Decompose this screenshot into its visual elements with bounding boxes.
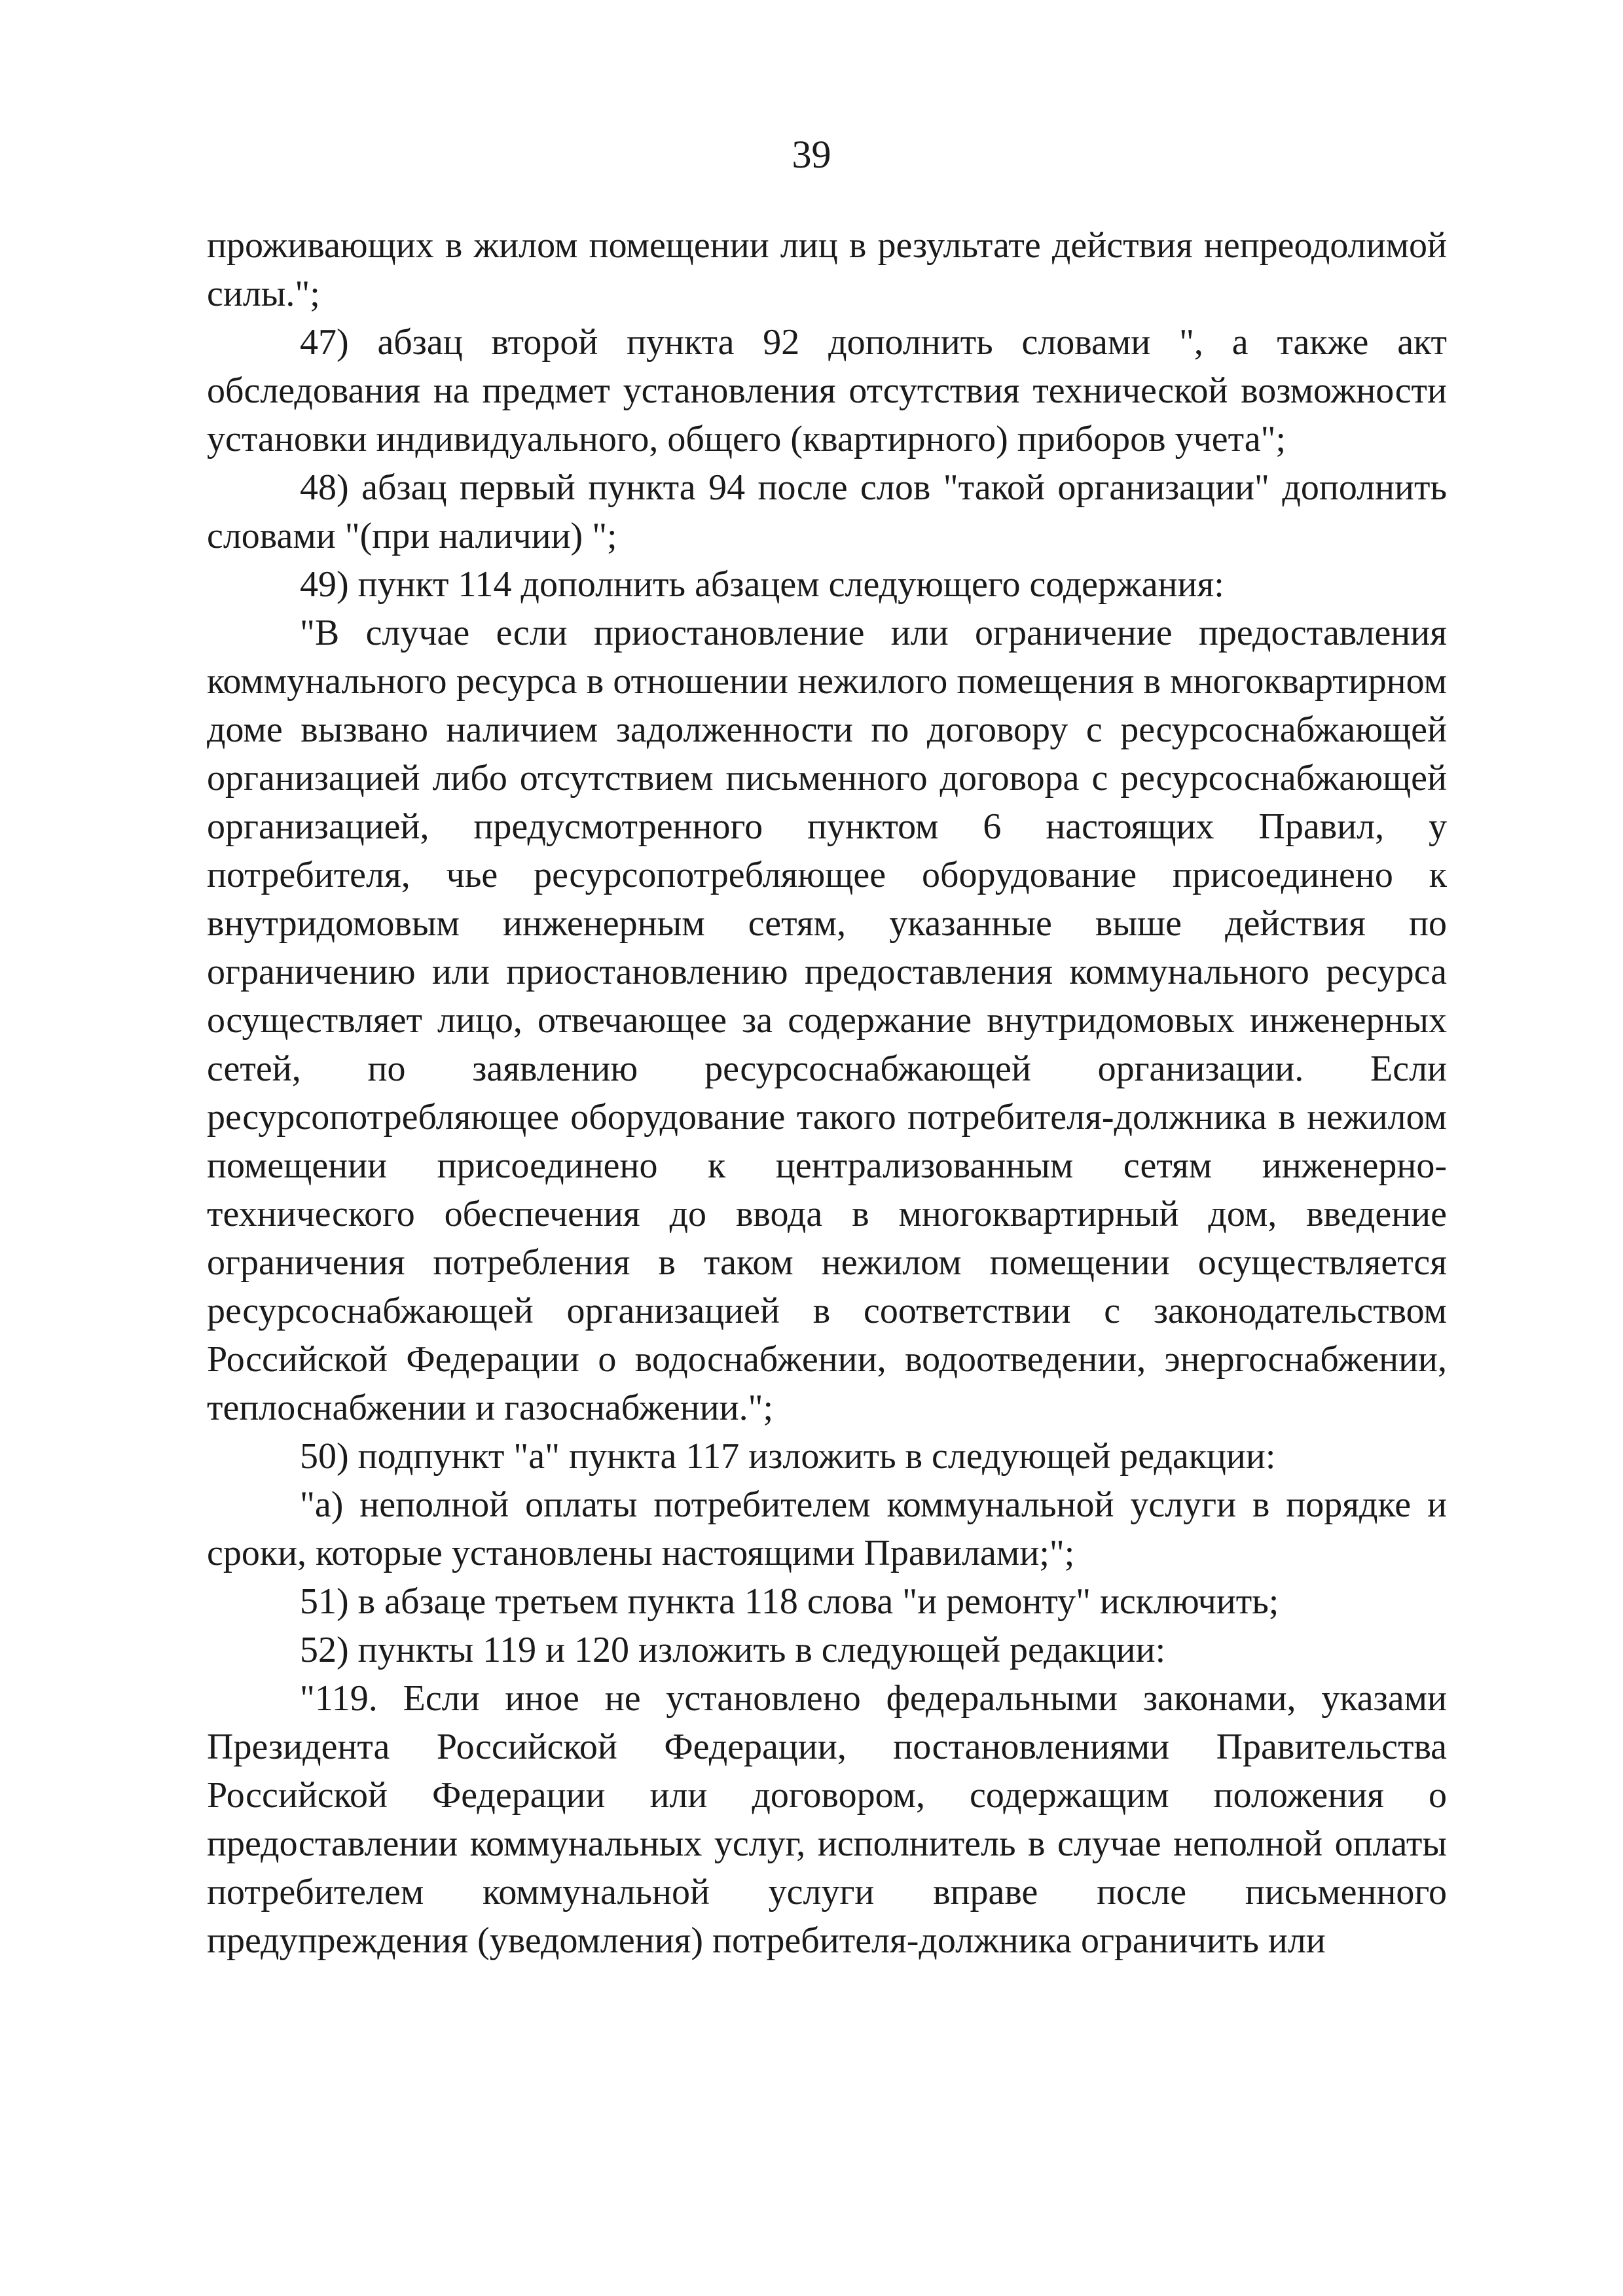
paragraph-item-50: 50) подпункт "а" пункта 117 изложить в следующей редакции:: [300, 1436, 1276, 1477]
document-body: [207, 221, 1447, 1965]
paragraph-continuation: проживающих в жилом помещении лиц в результате действия непреодолимой силы.";: [207, 225, 1447, 314]
paragraph-item-49: 49) пункт 114 дополнить абзацем следующего содержания:: [300, 564, 1224, 605]
paragraph-item-47: 47) абзац второй пункта 92 дополнить словами ", а также акт обследования на предмет установления отсутствия технической возможности установки индивидуального, общего (квартирного) приборов учета";: [207, 322, 1447, 459]
paragraph-item-50-quote: "а) неполной оплаты потребителем коммунальной услуги в порядке и сроки, которые установлены настоящими Правилами;";: [207, 1484, 1447, 1573]
page-number: 39: [792, 133, 831, 176]
paragraph-item-49-quote: "В случае если приостановление или ограничение предоставления коммунального ресурса в отношении нежилого помещения в многоквартирном доме вызвано наличием задолженности по договору с ресурсоснабжающей организацией либо отсутствием письменного договора с ресурсоснабжающей организацией, предусмотренного пунктом 6 настоящих Правил, у потребителя, чье ресурсопотребляющее оборудование присоединено к внутридомовым инженерным сетям, указанные выше действия по ограничению или приостановлению предоставления коммунального ресурса осуществляет лицо, отвечающее за содержание внутридомовых инженерных сетей, по заявлению ресурсоснабжающей организации. Если ресурсопотребляющее оборудование такого потребителя-должника в нежилом помещении присоединено к централизованным сетям инженерно-технического обеспечения до ввода в многоквартирный дом, введение ограничения потребления в таком нежилом помещении осуществляется ресурсоснабжающей организацией в соответствии с законодательством Российской Федерации о водоснабжении, водоотведении, энергоснабжении, теплоснабжении и газоснабжении.";: [207, 613, 1447, 1428]
paragraph-item-52: 52) пункты 119 и 120 изложить в следующей редакции:: [300, 1630, 1166, 1670]
paragraph-item-52-quote: "119. Если иное не установлено федеральными законами, указами Президента Российской Федерации, постановлениями Правительства Российской Федерации или договором, содержащим положения о предоставлении коммунальных услуг, исполнитель в случае неполной оплаты потребителем коммунальной услуги вправе после письменного предупреждения (уведомления) потребителя-должника ограничить или: [207, 1678, 1447, 1961]
paragraph-item-51: 51) в абзаце третьем пункта 118 слова "и ремонту" исключить;: [300, 1581, 1279, 1622]
paragraph-item-48: 48) абзац первый пункта 94 после слов "такой организации" дополнить словами "(при наличии) ";: [207, 467, 1447, 556]
